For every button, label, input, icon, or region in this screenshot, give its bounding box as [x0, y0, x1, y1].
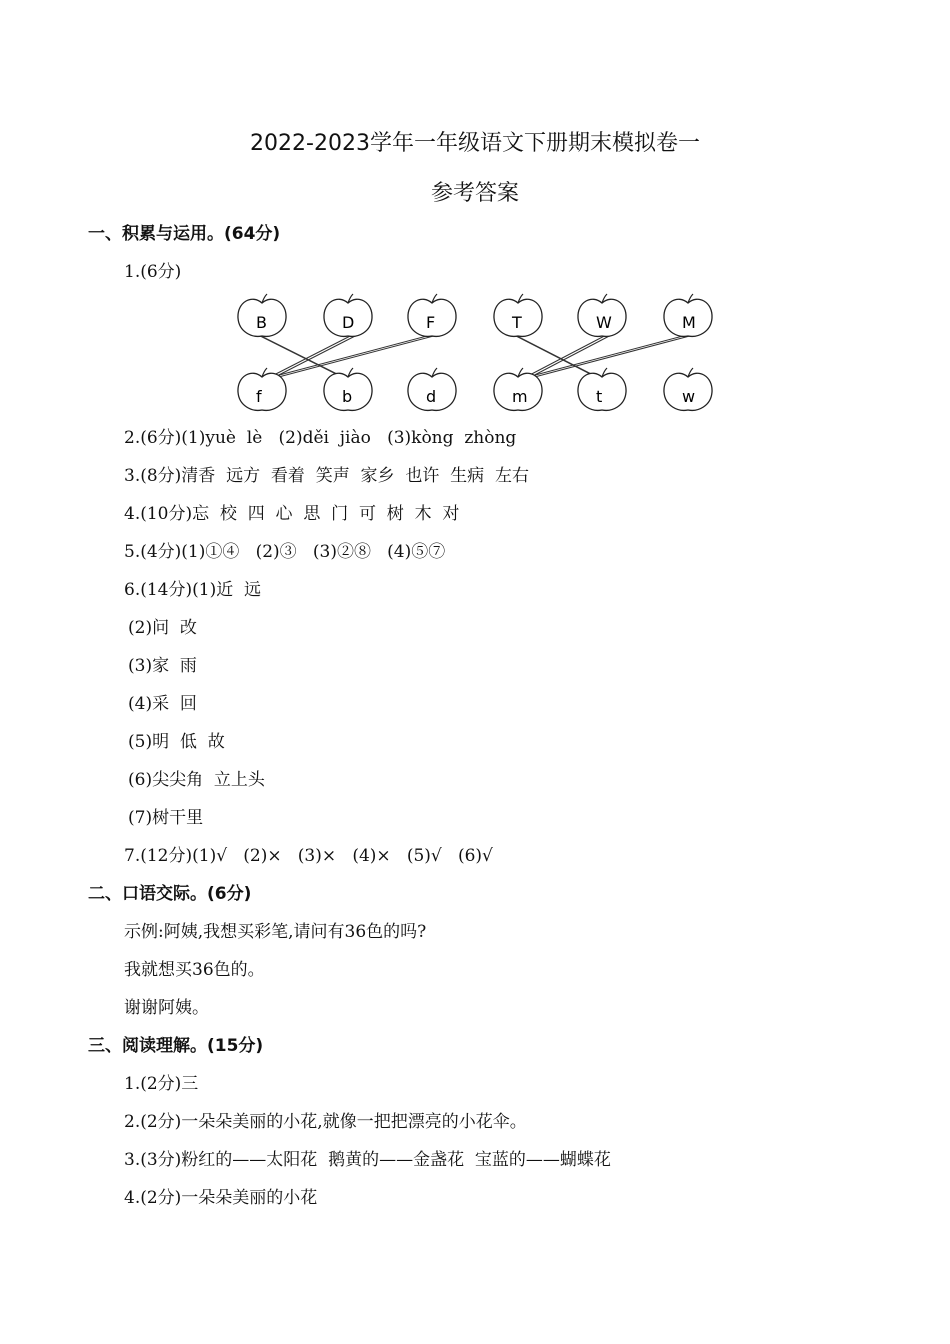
question-2: 2.(6分)(1)yuè lè (2)děi jiào (3)kòng zhòng [124, 428, 517, 448]
matching-line [511, 333, 601, 379]
section-3-line: 2.(2分)一朵朵美丽的小花,就像一把把漂亮的小花伞。 [124, 1112, 527, 1132]
section-3-heading: 三、阅读理解。(15分) [88, 1036, 264, 1056]
apple-letter: d [426, 387, 437, 406]
apple-letter: t [596, 387, 603, 406]
question-6-item: (4)采 回 [128, 694, 197, 714]
bottom-apple [324, 368, 372, 410]
apple-letter: B [256, 313, 267, 332]
apple-letter: w [682, 387, 696, 406]
section-3-line: 4.(2分)一朵朵美丽的小花 [124, 1188, 318, 1208]
top-apple [578, 294, 626, 336]
top-apple [494, 294, 542, 336]
question-6-item: (6)尖尖角 立上头 [128, 770, 265, 790]
question-4: 4.(10分)忘 校 四 心 思 门 可 树 木 对 [124, 504, 460, 524]
bottom-apple [238, 368, 286, 410]
page-subtitle: 参考答案 [430, 181, 519, 206]
page-title: 2022-2023学年一年级语文下册期末模拟卷一 [250, 131, 700, 156]
apple-letter: F [426, 313, 436, 332]
top-apple-row [238, 294, 712, 336]
question-1: 1.(6分) [124, 262, 182, 282]
bottom-apple [664, 368, 712, 410]
matching-line [255, 333, 347, 379]
top-apple [238, 294, 286, 336]
matching-lines [252, 332, 701, 379]
matching-line [271, 333, 445, 379]
top-apple [664, 294, 712, 336]
matching-line [527, 333, 615, 379]
matching-line [271, 333, 361, 379]
section-2-line: 我就想买36色的。 [124, 960, 265, 980]
section-3-line: 3.(3分)粉红的——太阳花 鹅黄的——金盏花 宝蓝的——蝴蝶花 [124, 1150, 611, 1170]
top-apple [408, 294, 456, 336]
apple-letter: T [512, 313, 522, 332]
section-1-heading: 一、积累与运用。(64分) [88, 224, 281, 244]
question-5: 5.(4分)(1)①④ (2)③ (3)②⑧ (4)⑤⑦ [124, 542, 446, 562]
question-3: 3.(8分)清香 远方 看着 笑声 家乡 也许 生病 左右 [124, 466, 529, 486]
matching-line [527, 333, 701, 379]
question-6-item: (2)问 改 [128, 618, 197, 638]
apple-letter: W [596, 313, 612, 332]
question-6-item: (5)明 低 故 [128, 732, 225, 752]
section-2-line: 示例:阿姨,我想买彩笔,请问有36色的吗? [124, 922, 427, 942]
top-apple [324, 294, 372, 336]
matching-line [268, 332, 442, 378]
section-2-line: 谢谢阿姨。 [124, 998, 209, 1018]
matching-line [268, 332, 358, 378]
apple-letter: m [512, 387, 528, 406]
question-6-item: (3)家 雨 [128, 656, 197, 676]
apple-icon [238, 373, 286, 410]
apple-letter: b [342, 387, 353, 406]
question-6: 6.(14分)(1)近 远 [124, 580, 262, 600]
apple-letter: f [256, 387, 262, 406]
apple-letter: D [342, 313, 355, 332]
apple-letter: M [682, 313, 696, 332]
bottom-apple [408, 368, 456, 410]
question-6-item: (7)树干里 [128, 808, 204, 828]
bottom-apple-row [238, 368, 712, 410]
matching-line [524, 332, 698, 378]
section-3-line: 1.(2分)三 [124, 1074, 199, 1094]
section-2-heading: 二、口语交际。(6分) [88, 884, 252, 904]
matching-line [524, 332, 612, 378]
bottom-apple [578, 368, 626, 410]
apple-matching-diagram [230, 290, 720, 415]
question-7: 7.(12分)(1)√ (2)× (3)× (4)× (5)√ (6)√ [124, 846, 493, 866]
